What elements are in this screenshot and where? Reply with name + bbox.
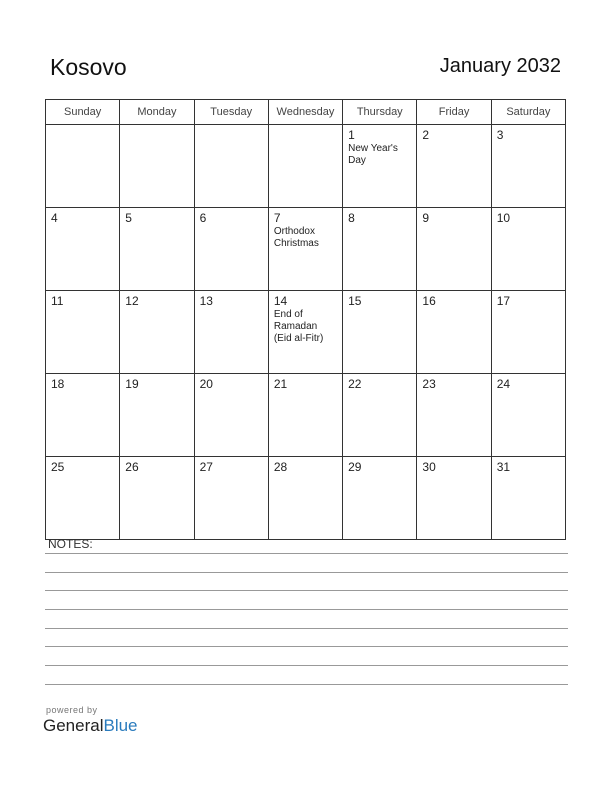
week-row (46, 208, 566, 291)
day-number: 21 (273, 377, 288, 391)
weekday-header: Thursday (343, 100, 417, 125)
day-number: 27 (199, 460, 213, 474)
day-number: 10 (496, 211, 511, 225)
day-number: 25 (51, 460, 65, 474)
notes-label: NOTES: (48, 537, 93, 551)
holiday-label: End of Ramadan (Eid al-Fitr) (273, 309, 324, 344)
day-number: 29 (348, 460, 362, 474)
day-cell (343, 374, 417, 457)
day-number: 20 (199, 377, 213, 391)
day-number: 13 (199, 294, 213, 308)
week-row (46, 374, 566, 457)
day-number: 24 (496, 377, 511, 391)
day-number: 17 (496, 294, 511, 308)
week-row (46, 291, 566, 374)
day-number: 16 (422, 294, 436, 308)
week-row (46, 457, 566, 540)
day-cell (46, 457, 120, 540)
day-cell (268, 374, 342, 457)
day-cell (46, 374, 120, 457)
week-row (46, 125, 566, 208)
day-cell (491, 208, 565, 291)
weekday-header: Sunday (46, 100, 120, 125)
weekday-header: Monday (120, 100, 194, 125)
holiday-label: New Year's Day (348, 143, 398, 166)
day-cell (491, 457, 565, 540)
day-cell (491, 125, 565, 208)
note-line (45, 572, 568, 573)
country-title: Kosovo (50, 54, 127, 80)
day-cell (120, 125, 194, 208)
weekday-header: Friday (417, 100, 491, 125)
weekday-header: Saturday (491, 100, 565, 125)
day-number: 26 (125, 460, 139, 474)
day-cell (194, 457, 268, 540)
day-number: 19 (125, 377, 139, 391)
day-cell (194, 125, 268, 208)
day-cell (120, 208, 194, 291)
day-number: 9 (422, 211, 430, 225)
day-number: 31 (496, 460, 511, 474)
day-number: 22 (348, 377, 362, 391)
brand-blue: Blue (103, 716, 138, 735)
note-line (45, 646, 568, 647)
note-line (45, 628, 568, 629)
day-cell (268, 125, 342, 208)
day-number: 23 (422, 377, 436, 391)
note-line (45, 665, 568, 666)
day-cell (120, 457, 194, 540)
day-cell (46, 125, 120, 208)
day-cell (491, 374, 565, 457)
day-cell (268, 457, 342, 540)
note-line (45, 590, 568, 591)
day-cell (417, 457, 491, 540)
day-cell (343, 208, 417, 291)
day-cell (194, 291, 268, 374)
day-number: 28 (273, 460, 288, 474)
note-line (45, 553, 568, 554)
day-cell (343, 457, 417, 540)
day-cell (491, 291, 565, 374)
day-cell (46, 208, 120, 291)
weekday-header-row (46, 100, 566, 125)
note-line (45, 684, 568, 685)
day-cell (417, 374, 491, 457)
day-number: 6 (199, 211, 207, 225)
day-cell (417, 291, 491, 374)
day-cell (268, 208, 342, 291)
day-number: 14 (273, 294, 288, 308)
day-number: 18 (51, 377, 65, 391)
day-cell (417, 208, 491, 291)
day-number: 8 (348, 211, 355, 225)
day-number: 2 (422, 128, 430, 142)
day-number: 4 (51, 211, 58, 225)
brand-logo[interactable] (43, 716, 138, 736)
day-cell (194, 374, 268, 457)
note-line (45, 609, 568, 610)
day-number: 12 (125, 294, 139, 308)
holiday-label: Orthodox Christmas (273, 226, 319, 249)
day-number: 7 (273, 211, 281, 225)
day-cell (343, 125, 417, 208)
day-number: 3 (496, 128, 504, 142)
day-cell (120, 374, 194, 457)
day-number: 15 (348, 294, 362, 308)
day-cell (343, 291, 417, 374)
day-cell (268, 291, 342, 374)
calendar-grid (45, 99, 566, 540)
day-number: 1 (348, 128, 355, 142)
weekday-header: Tuesday (194, 100, 268, 125)
day-number: 30 (422, 460, 436, 474)
day-cell (120, 291, 194, 374)
day-number: 5 (125, 211, 132, 225)
powered-by-text: powered by (46, 705, 98, 715)
brand-general: General (43, 716, 104, 735)
day-cell (417, 125, 491, 208)
day-cell (194, 208, 268, 291)
day-number: 11 (51, 294, 64, 308)
month-year-title: January 2032 (439, 55, 561, 77)
weekday-header: Wednesday (268, 100, 342, 125)
day-cell (46, 291, 120, 374)
